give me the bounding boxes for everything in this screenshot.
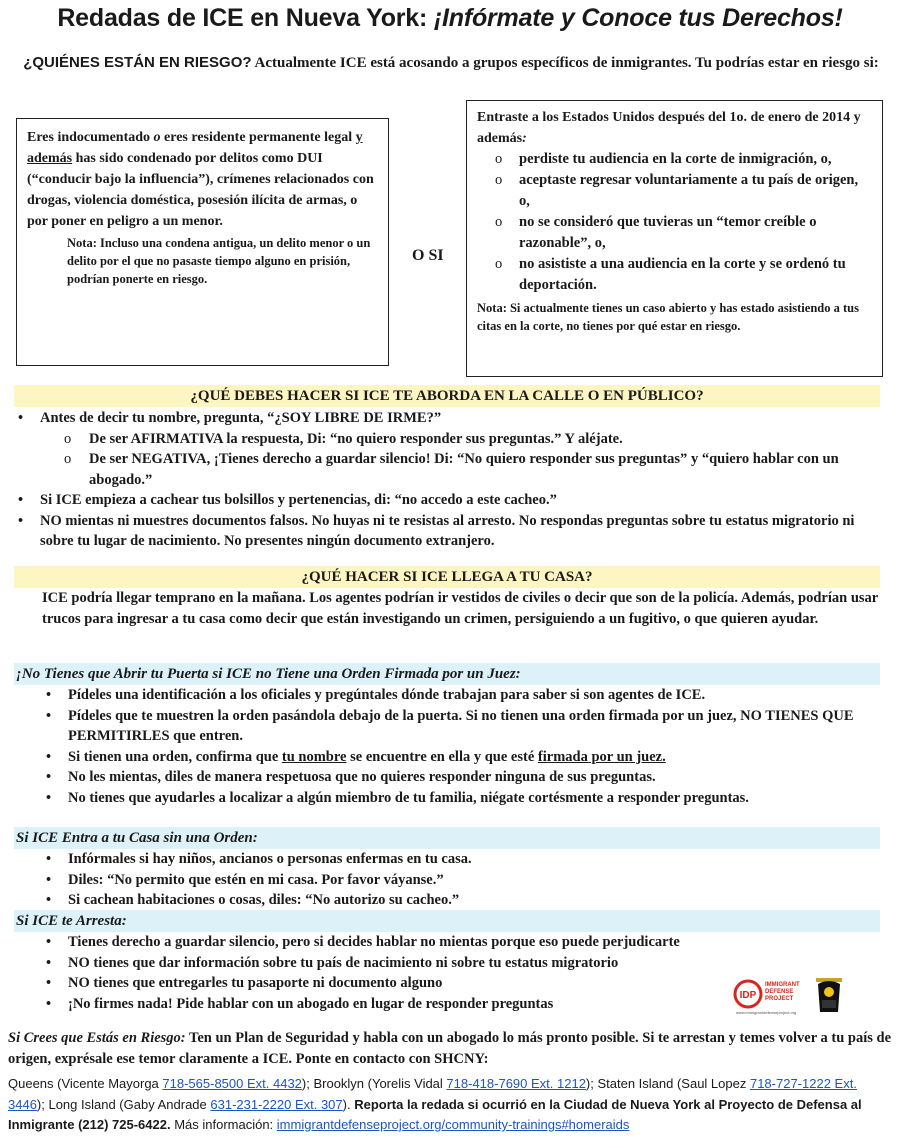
intro-lead: ¿QUIÉNES ESTÁN EN RIESGO? [23,54,252,71]
logo-url: www.immigrantdefenseproject.org [736,1010,797,1015]
home-paragraph: ICE podría llegar temprano en la mañana. Los agentes podrían ir vestidos de civiles o decir que son de la policía. Además, podrían usar trucos para ingresar a tu casa como decir que están investigando un crimen, persiguiendo a un fugitivo, o que quieren ayudar. [42,590,878,627]
contact-sep: ). [342,1096,355,1112]
list-item: • ¡No firmes nada! Pide hablar con un abogado en lugar de responder preguntas [14,994,734,1015]
intro-paragraph [12,52,890,74]
note-text: Si actualmente tienes un caso abierto y has estado asistiendo a tus citas en la corte, no tienes por qué estar en riesgo. [477,301,859,333]
risk-text-4: como DUI (“conducir bajo la influencia”), crímenes relacionados con drogas, violencia doméstica, posesión ilícita de armas, o por poner en peligro a un menor. [27,151,374,229]
entry-text-colon: : [522,131,527,146]
street-b1-text: Antes de decir tu nombre, pregunta, [40,410,268,426]
door-section-heading: ¡No Tienes que Abrir tu Puerta si ICE no Tiene una Orden Firmada por un Juez: [14,663,880,685]
list-item: o no se consideró que tuvieras un “temor creíble o razonable”, o, [495,212,872,254]
logo-initials: IDP [739,990,757,1001]
door-b3-signed: firmada por un juez. [537,748,666,765]
list-item: • No tienes que ayudarles a localizar a algún miembro de tu familia, niégate cortésmente a responder preguntas. [14,788,886,809]
entry-text-2: de enero de 2014 y además [477,110,861,146]
home-section-heading: ¿QUÉ HACER SI ICE LLEGA A TU CASA? [14,566,880,588]
list-item [14,490,886,511]
footer-paragraph [8,1028,892,1070]
community-emblem-icon [816,978,842,1012]
list-item [14,747,886,768]
phone-link-brooklyn[interactable]: 718-418-7690 Ext. 1212 [446,1076,586,1091]
entry-text-date: 1o. [729,110,747,125]
risk-text-and: y además [27,130,363,166]
logo-line-3: PROJECT [765,996,794,1002]
logo-line-1: IMMIGRANT [765,982,800,988]
noorder-b3-quote: “No autorizo su cacheo.” [305,892,460,908]
door-b3-mid: se encuentre en ella y que esté [346,748,538,765]
logo-line-2: DEFENSE [765,989,794,995]
list-item: o aceptaste regresar voluntariamente a tu país de origen, o, [495,170,872,212]
idp-logo-svg [732,972,872,1020]
idp-logo [732,972,872,1020]
title-main: Redadas de ICE en Nueva York: [57,4,428,32]
list-item [14,706,886,747]
risk-text-convicted: condenado por delitos [126,151,259,166]
door-b2-post: que entren. [169,728,243,744]
risk-box-convicted [16,118,389,366]
street-sub2-quote2: “quiero hablar con un abogado.” [89,451,839,488]
arrest-list [14,932,734,1014]
risk-box-note [27,234,378,288]
phone-link-staten-island[interactable]: 718-727-1222 Ext. 3446 [8,1076,857,1112]
door-b3-text: Si tienen una orden, confirma que [68,748,282,765]
risk-box-entry [466,100,883,377]
noorder-b3-text: Si cachean habitaciones o cosas, diles: [68,892,306,908]
list-item: • Tienes derecho a guardar silencio, pero si decides hablar no mientas porque eso puede perjudicarte [14,932,734,953]
list-item: o perdiste tu audiencia en la corte de inmigración, o, [495,149,872,170]
risk-text-2: eres residente permanente legal [160,130,356,145]
more-info-label: Más información: [170,1117,277,1132]
note-label: Nota: [477,301,507,315]
phone-link-queens[interactable]: 718-565-8500 Ext. 4432 [162,1076,302,1091]
entry-conditions-list [477,149,872,296]
list-item [40,449,886,490]
arrest-section-heading: Si ICE te Arresta: [14,910,880,932]
footer-heading: Si Crees que Estás en Riesgo: [8,1030,186,1046]
door-list [14,685,886,808]
list-item [14,890,886,911]
street-b2-text: Si ICE empieza a cachear tus bolsillos y pertenencias, di: [40,492,395,508]
street-b1-quote: “¿SOY LIBRE DE IRME?” [267,410,442,426]
risk-box-entry-text [477,107,872,149]
entry-text-1: Entraste a los Estados Unidos después del [477,110,730,125]
list-item [14,870,886,891]
door-b3-name: tu nombre [281,748,347,765]
list-item: • No les mientas, diles de manera respetuosa que no quieres responder ninguna de sus preguntas. [14,767,886,788]
page-title [0,4,900,33]
or-if-label: O SI [412,247,444,264]
list-item: • Infórmales si hay niños, ancianos o personas enfermas en tu casa. [14,849,886,870]
risk-box-convicted-text [27,127,378,232]
list-item [14,408,886,490]
list-item: • Pídeles una identificación a los oficiales y pregúntales dónde trabajan para saber si son agentes de ICE. [14,685,886,706]
noorder-b2-text: Diles: [68,871,108,888]
note-text: Incluso una condena antigua, un delito menor o un delito por el que no pasaste tiempo alguno en prisión, podrían ponerte en riesgo. [67,236,371,286]
street-sub2-mid: y [687,451,702,467]
street-b2-quote: “no accedo a este cacheo.” [394,492,557,508]
street-sub2-quote1: “No quiero responder sus preguntas” [457,451,688,467]
list-item: • NO mientas ni muestres documentos falsos. No huyas ni te resistas al arresto. No respondas preguntas sobre tu estatus migratorio ni sobre tu lugar de nacimiento. No presentes ningún documento extranjero. [14,511,886,552]
risk-text-1: Eres indocumentado [27,130,154,145]
door-b2-text: Pídeles que te muestren la orden pasándola debajo de la puerta. Si no tienen una orden firmada por un juez, [68,707,741,724]
list-item: • NO tienes que entregarles tu pasaporte ni documento alguno [14,973,734,994]
street-sub2-text: De ser NEGATIVA, ¡Tienes derecho a guardar silencio! Di: [89,451,458,467]
entry-box-note [477,299,872,335]
street-section-heading: ¿QUÉ DEBES HACER SI ICE TE ABORDA EN LA CALLE O EN PÚBLICO? [14,385,880,407]
contacts-paragraph [8,1074,892,1136]
contact-brooklyn: ); Brooklyn (Yorelis Vidal [301,1076,447,1091]
no-order-list [14,849,886,911]
contact-queens: Queens (Vicente Mayorga [8,1076,163,1091]
report-text: Reporta la redada si ocurrió en la Ciudad de Nueva York al Proyecto de Defensa al Inmigrante (212) 725-6422. [8,1096,862,1132]
street-list [14,408,886,552]
contact-staten-island: ); Staten Island (Saul Lopez [585,1076,750,1091]
noorder-b2-quote: “No permito que estén en mi casa. Por favor váyanse.” [107,871,444,888]
list-item: o De ser AFIRMATIVA la respuesta, Di: “no quiero responder sus preguntas.” Y aléjate. [40,429,886,450]
title-emphasis: ¡Infórmate y Conoce tus Derechos! [433,4,843,32]
street-sublist [40,429,886,491]
list-item: • NO tienes que dar información sobre tu país de nacimiento ni sobre tu estatus migratorio [14,953,734,974]
footer-text: Ten un Plan de Seguridad y habla con un abogado lo más pronto posible. Si te arrestan y temes volver a tu país de origen, exprésale ese temor claramente a ICE. Ponte en contacto con SHCNY: [8,1030,892,1067]
risk-text-or: o [153,130,161,145]
more-info-link[interactable]: immigrantdefenseproject.org/community-trainings#homeraids [276,1117,630,1132]
no-order-section-heading: Si ICE Entra a tu Casa sin una Orden: [14,827,880,849]
door-b2-strong: NO TIENES QUE PERMITIRLES [68,707,854,744]
list-item: o no asististe a una audiencia en la corte y se ordenó tu deportación. [495,254,872,296]
intro-text: Actualmente ICE está acosando a grupos específicos de inmigrantes. Tu podrías estar en riesgo si: [254,55,879,71]
risk-text-3: has sido [72,151,127,166]
note-label: Nota: [67,236,97,250]
contact-long-island: ); Long Island (Gaby Andrade [36,1096,211,1112]
phone-link-long-island[interactable]: 631-231-2220 Ext. 307 [210,1096,343,1112]
